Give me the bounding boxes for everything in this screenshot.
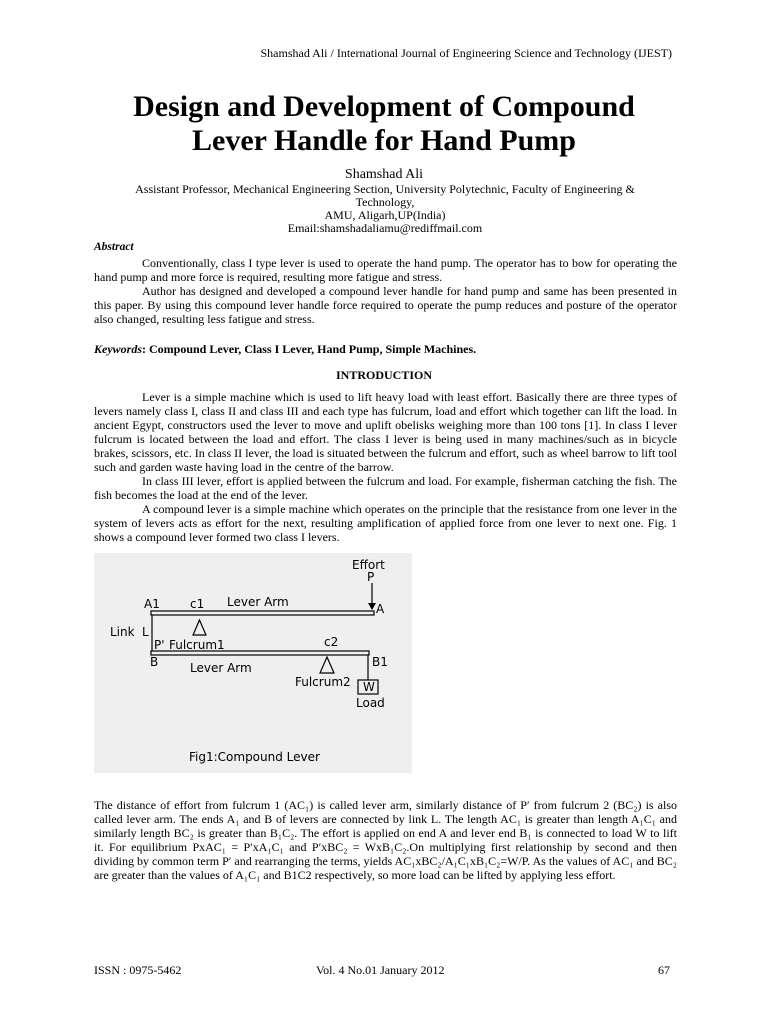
paper-title (0, 90, 768, 158)
abstract-body (94, 256, 677, 326)
keywords (94, 342, 677, 357)
label-p-prime: P' (154, 638, 165, 652)
running-head: Shamshad Ali / International Journal of Engineering Science and Technology (IJEST) (260, 46, 672, 60)
label-c1: c1 (190, 597, 205, 611)
title-line-1: Design and Development of Compound (133, 90, 635, 123)
label-a: A (376, 602, 385, 616)
keywords-separator: : (142, 342, 149, 356)
affiliation (110, 183, 660, 235)
label-w: W (363, 680, 375, 694)
intro-paragraph: Lever is a simple machine which is used to lift heavy load with least effort. Basically there are three types of levers namely class I, class II and class III and each type has fulcrum, load and effort which together can lift the load. In ancient Egypt, constructors used the lever to move and uplift obelisks weighing more than 100 tons [1]. In class I lever fulcrum is located between the load and effort. The class I lever is being used in many machines/such as in bicycle brakes, scissors, etc. In class II lever, the load is situated between the fulcrum and effort, such as wheel barrow to lift tool such and garden waste having load in the centre of the barrow. (94, 390, 677, 474)
affiliation-line-3: AMU, Aligarh,UP(India) (324, 208, 446, 222)
effort-arrow-head (368, 603, 376, 610)
label-effort: Effort (352, 558, 385, 572)
fulcrum2-triangle (320, 657, 334, 673)
compound-lever-diagram (94, 553, 412, 773)
intro-paragraph: In class III lever, effort is applied between the fulcrum and load. For example, fisherman catching the fish. The fish becomes the load at the end of the lever. (94, 474, 677, 502)
affiliation-line-1: Assistant Professor, Mechanical Engineering Section, University Polytechnic, Faculty of Engineering & (135, 182, 635, 196)
abstract-paragraph: Author has designed and developed a compound lever handle for hand pump and same has been presented in this paper. By using this compound lever handle force required to operate the pump reduces and posture of the operator also changed, resulting less fatigue and stress. (94, 284, 677, 326)
author-name: Shamshad Ali (344, 167, 424, 182)
label-l: L (142, 625, 149, 639)
body-paragraph: The distance of effort from fulcrum 1 (AC₁) is called lever arm, similarly distance of P′ from fulcrum 2 (BC₂) is also called lever arm. The ends A₁ and B of levers are connected by link L. The length AC₁ is greater than length A₁C₁ and similarly length BC₂ is greater than B₁C₂. The effort is applied on end A and lever end B₁ is connected to load W to lift it. For equilibrium PxAC₁ = P′xA₁C₁ and P′xBC₂ = WxB₁C₂.On multiplying first relationship by second and then dividing by common term P′ and rearranging the terms, yields AC₁xBC₂/A₁C₁xB₁C₂=W/P. As the values of AC₁ and BC₂ are greater than the values of A₁C₁ and B1C2 respectively, so more load can be lifted by applying less effort. (94, 798, 677, 882)
label-fulcrum2: Fulcrum2 (295, 675, 351, 689)
intro-paragraph: A compound lever is a simple machine which operates on the principle that the resistance from one lever in the system of levers acts as effort for the next, resulting amplification of applied force from one lever to next one. Fig. 1 shows a compound lever formed two class I levers. (94, 502, 677, 544)
label-b: B (150, 655, 159, 669)
affiliation-line-2: Technology, (355, 195, 415, 209)
label-link: Link (110, 625, 135, 639)
label-lever-arm-top: Lever Arm (227, 595, 289, 609)
keywords-label: Keywords (94, 342, 142, 356)
label-p: P (367, 570, 375, 584)
label-b1: B1 (372, 655, 388, 669)
section-heading-introduction: INTRODUCTION (335, 368, 432, 382)
label-fulcrum1: Fulcrum1 (169, 638, 225, 652)
author-email: Email:shamshadaliamu@rediffmail.com (287, 221, 483, 235)
label-lever-arm-bottom: Lever Arm (190, 661, 252, 675)
footer-volume: Vol. 4 No.01 January 2012 (316, 963, 445, 977)
keywords-text: Compound Lever, Class I Lever, Hand Pump, Simple Machines. (149, 342, 477, 356)
label-c2: c2 (324, 635, 339, 649)
abstract-heading: Abstract (94, 241, 134, 253)
body-after-figure (94, 798, 677, 882)
title-line-2: Lever Handle for Hand Pump (192, 124, 576, 157)
footer-page-number: 67 (658, 963, 670, 977)
figure-caption: Fig1:Compound Lever (189, 750, 320, 764)
abstract-paragraph: Conventionally, class I type lever is used to operate the hand pump. The operator has to bow for operating the hand pump and more force is required, resulting more fatigue and stress. (94, 256, 677, 284)
label-a1: A1 (144, 597, 160, 611)
fulcrum1-triangle (193, 620, 206, 635)
upper-lever-bar (151, 611, 374, 615)
label-load: Load (356, 696, 385, 710)
introduction-body (94, 390, 677, 544)
footer-issn: ISSN : 0975-5462 (94, 963, 182, 977)
figure-compound-lever (94, 553, 412, 773)
